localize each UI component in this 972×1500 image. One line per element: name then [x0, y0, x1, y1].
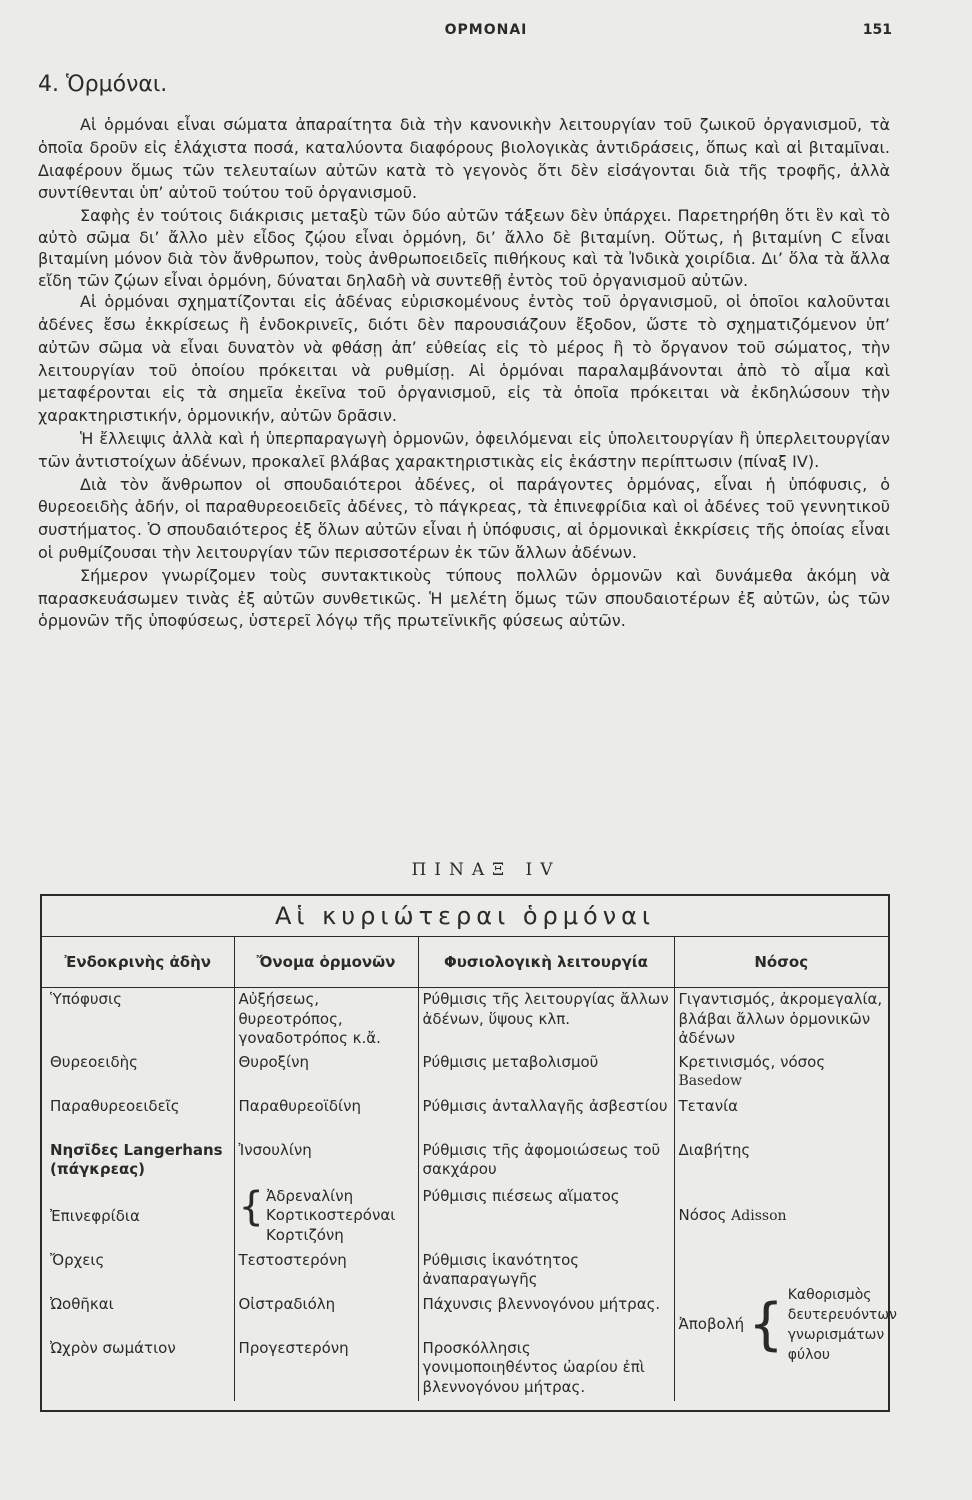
- function-cell: Ρύθμισις μεταβολισμοῦ: [418, 1051, 674, 1095]
- hormone-cell: Τεστοστερόνη: [234, 1249, 418, 1293]
- gland-cell: Ἐπινεφρίδια: [50, 1206, 140, 1225]
- table-row: [42, 988, 888, 1051]
- hormone-cell: Θυροξίνη: [234, 1051, 418, 1095]
- function-cell: Ρύθμισις ἀνταλλαγῆς ἀσβεστίου: [418, 1095, 674, 1139]
- disease-cell: [674, 1185, 888, 1249]
- section-title: 4. Ὁρμόναι.: [38, 72, 168, 97]
- table-label: ΠΙΝΑΞ IV: [411, 860, 561, 880]
- function-cell: Πάχυνσις βλεννογόνου μήτρας.: [418, 1293, 674, 1337]
- disease-text: Ἀποβολή: [678, 1314, 745, 1333]
- table-grid: [42, 937, 897, 1401]
- hormones-table: [40, 894, 897, 1412]
- function-cell: Ρύθμισις τῆς ἀφομοιώσεως τοῦ σακχάρου: [418, 1139, 674, 1185]
- gland-cell: Ὠοθῆκαι: [50, 1294, 114, 1313]
- disease-eponym: Adisson: [731, 1208, 787, 1225]
- gland-cell: Παραθυρεοειδεῖς: [50, 1096, 180, 1115]
- disease-eponym: Basedow: [678, 1073, 742, 1089]
- disease-cell: Διαβήτης: [674, 1139, 888, 1185]
- hormone-item: Κορτιζόνη: [265, 1225, 344, 1244]
- table-row: [42, 1249, 888, 1293]
- hormone-cell: Αὐξήσεως, θυρεοτρόπος, γοναδοτρόπος κ.ἄ.: [234, 988, 418, 1051]
- paragraph: Ἡ ἔλλειψις ἀλλὰ καὶ ἡ ὑπερπαραγωγὴ ὁρμονῶν, ὀφειλόμεναι εἰς ὑπολειτουργίαν ἢ ὑπερλειτουργίαν τῶν ἀντιστοίχων ἀδένων, προκαλεῖ βλάβας χαρακτηριστικὰς εἰς ἑκάστην περίπτωσιν (πίναξ IV).: [38, 428, 890, 471]
- function-cell: Προσκόλλησις γονιμοποιηθέντος ὠαρίου ἐπὶ βλεννογόνου μήτρας.: [418, 1337, 674, 1401]
- hormone-item: Κορτικοστερόναι: [265, 1206, 396, 1224]
- paragraph: Αἱ ὁρμόναι σχηματίζονται εἰς ἀδένας εὑρισκομένους ἐντὸς τοῦ ὀργανισμοῦ, οἱ ὁποῖοι καλοῦνται ἀδένες ἔσω ἐκκρίσεως ἢ ἐνδοκρινεῖς, διότι δὲν παρουσιάζουν ἔξοδον, ὥστε τὸ σχηματιζόμενον ὑπ’ αὐτῶν σῶμα νὰ εἶναι δυνατὸν νὰ φθάσῃ ἀπ’ εὐθείας εἰς τὸ μέρος ἢ τὸ ὄργανον τοῦ σώματος, τὴν λειτουργίαν τοῦ ὁποίου πρόκειται νὰ ρυθμίσῃ. Αἱ ὁρμόναι παραλαμβάνονται ἀπὸ τὸ αἷμα καὶ μεταφέρονται εἰς τὰ σημεῖα ἐκεῖνα τοῦ ὀργανισμοῦ, εἰς τὰ ὁποῖα πρόκειται νὰ ἐκδηλώσουν τὴν χαρακτηριστικήν, ὁρμονικήν, αὐτῶν δρᾶσιν.: [38, 292, 890, 426]
- gland-cell: Θυρεοειδὴς: [50, 1052, 138, 1071]
- page-number: 151: [862, 22, 892, 38]
- function-cell: Ρύθμισις ἱκανότητος ἀναπαραγωγῆς: [418, 1249, 674, 1293]
- table-row: [42, 1139, 888, 1185]
- hormone-cell: Ἰνσουλίνη: [234, 1139, 418, 1185]
- column-header-function: Φυσιολογικὴ λειτουργία: [418, 937, 674, 988]
- gland-cell: Ὄρχεις: [50, 1250, 105, 1269]
- table-header-row: [42, 937, 888, 988]
- hormone-cell: Προγεστερόνη: [234, 1337, 418, 1401]
- function-cell: Ρύθμισις πιέσεως αἵματος: [418, 1185, 674, 1249]
- function-cell: Ρύθμισις τῆς λειτουργίας ἄλλων ἀδένων, ὕψους κλπ.: [418, 988, 674, 1051]
- brace-glyph: {: [238, 1183, 264, 1230]
- gland-cell: Ὑπόφυσις: [50, 990, 122, 1008]
- disease-cell: [674, 1051, 888, 1095]
- running-title: ΟΡΜΟΝΑΙ: [444, 22, 528, 38]
- table-row: [42, 1051, 888, 1095]
- hormone-item: Ἀδρεναλίνη: [265, 1186, 354, 1205]
- hormone-cell: [234, 1185, 418, 1249]
- column-header-disease: Νόσος: [674, 937, 888, 988]
- disease-reason: Καθορισμὸς δευτερευόντων γνωρισμάτων φύλου: [787, 1286, 897, 1363]
- disease-cell-reproductive: [674, 1249, 897, 1401]
- disease-cell: Γιγαντισμός, ἀκρομεγαλία, βλάβαι ἄλλων ὁρμονικῶν ἀδένων: [674, 988, 888, 1051]
- paragraph: Σαφὴς ἐν τούτοις διάκρισις μεταξὺ τῶν δύο αὐτῶν τάξεων δὲν ὑπάρχει. Παρετηρήθη ὅτι ἓν καὶ τὸ αὐτὸ σῶμα δι’ ἄλλο μὲν εἶδος ζῴου εἶναι ὁρμόνη, δι’ ἄλλο δὲ βιταμίνη. Οὕτως, ἡ βιταμίνη C εἶναι βιταμίνη μόνον διὰ τὸν ἄνθρωπον, τοὺς ἀνθρωποειδεῖς πιθήκους καὶ τὰ Ἰνδικὰ χοιρίδια. Δι’ ὅλα τὰ ἄλλα εἴδη τῶν ζῴων εἶναι ὁρμόνη, δύναται δηλαδὴ νὰ συντεθῇ ἐντὸς τοῦ ὀργανισμοῦ αὐτῶν.: [38, 206, 890, 290]
- table-row: [42, 1095, 888, 1139]
- paragraph: Σήμερον γνωρίζομεν τοὺς συντακτικοὺς τύπους πολλῶν ὁρμονῶν καὶ δυνάμεθα ἀκόμη νὰ παρασκευάσωμεν τινὰς ἐξ αὐτῶν συνθετικῶς. Ἡ μελέτη ὅμως τῶν σπουδαιοτέρων ἐξ αὐτῶν, ὡς τῶν ὁρμονῶν τῆς ὑποφύσεως, ὑστερεῖ λόγῳ τῆς πρωτεϊνικῆς φύσεως αὐτῶν.: [38, 565, 890, 631]
- table-row: [42, 1185, 888, 1249]
- body-text: [38, 114, 890, 633]
- column-header-gland: Ἐνδοκρινὴς ἀδὴν: [42, 937, 234, 988]
- gland-cell: Ὠχρὸν σωμάτιον: [50, 1338, 176, 1357]
- column-header-hormone: Ὄνομα ὁρμονῶν: [234, 937, 418, 988]
- table-title: Αἱ κυριώτεραι ὁρμόναι: [42, 896, 888, 937]
- gland-cell: Νησῖδες Langerhans (πάγκρεας): [50, 1140, 223, 1178]
- disease-text: Νόσος: [678, 1206, 727, 1225]
- hormone-cell: Οἰστραδιόλη: [234, 1293, 418, 1337]
- paragraph: Διὰ τὸν ἄνθρωπον οἱ σπουδαιότεροι ἀδένες, οἱ παράγοντες ὁρμόνας, εἶναι ἡ ὑπόφυσις, ὁ θυρεοειδὴς ἀδήν, οἱ παραθυρεοειδεῖς ἀδένες, τὸ πάγκρεας, τὰ ἐπινεφρίδια καὶ οἱ ἀδένες τοῦ γεννητικοῦ συστήματος. Ὁ σπουδαιότερος ἐξ ὅλων αὐτῶν εἶναι ἡ ὑπόφυσις, αἱ ὁρμονικαὶ ἐκκρίσεις τῆς ὁποίας εἶναι οἱ ρυθμίζουσαι τὴν λειτουργίαν τῶν περισσοτέρων ἐκ τῶν ἄλλων ἀδένων.: [38, 474, 890, 562]
- disease-text: Κρετινισμός, νόσος: [678, 1052, 826, 1071]
- paragraph: Αἱ ὁρμόναι εἶναι σώματα ἀπαραίτητα διὰ τὴν κανονικὴν λειτουργίαν τοῦ ζωικοῦ ὀργανισμοῦ, τὰ ὁποῖα δροῦν εἰς ἐλάχιστα ποσά, καταλύοντα διαφόρους βιολογικὰς ἀντιδράσεις, ὅπως καὶ αἱ βιταμῖναι. Διαφέρουν ὅμως τῶν τελευταίων αὐτῶν κατὰ τὸ γεγονὸς ὅτι δὲν εἰσάγονται διὰ τῆς τροφῆς, ἀλλὰ συντίθενται ὑπ’ αὐτοῦ τούτου τοῦ ὀργανισμοῦ.: [38, 115, 890, 203]
- brace-glyph: {: [748, 1291, 784, 1357]
- reproductive-disease-group: [678, 1285, 897, 1365]
- hormone-cell: Παραθυρεοϊδίνη: [234, 1095, 418, 1139]
- disease-cell: Τετανία: [674, 1095, 888, 1139]
